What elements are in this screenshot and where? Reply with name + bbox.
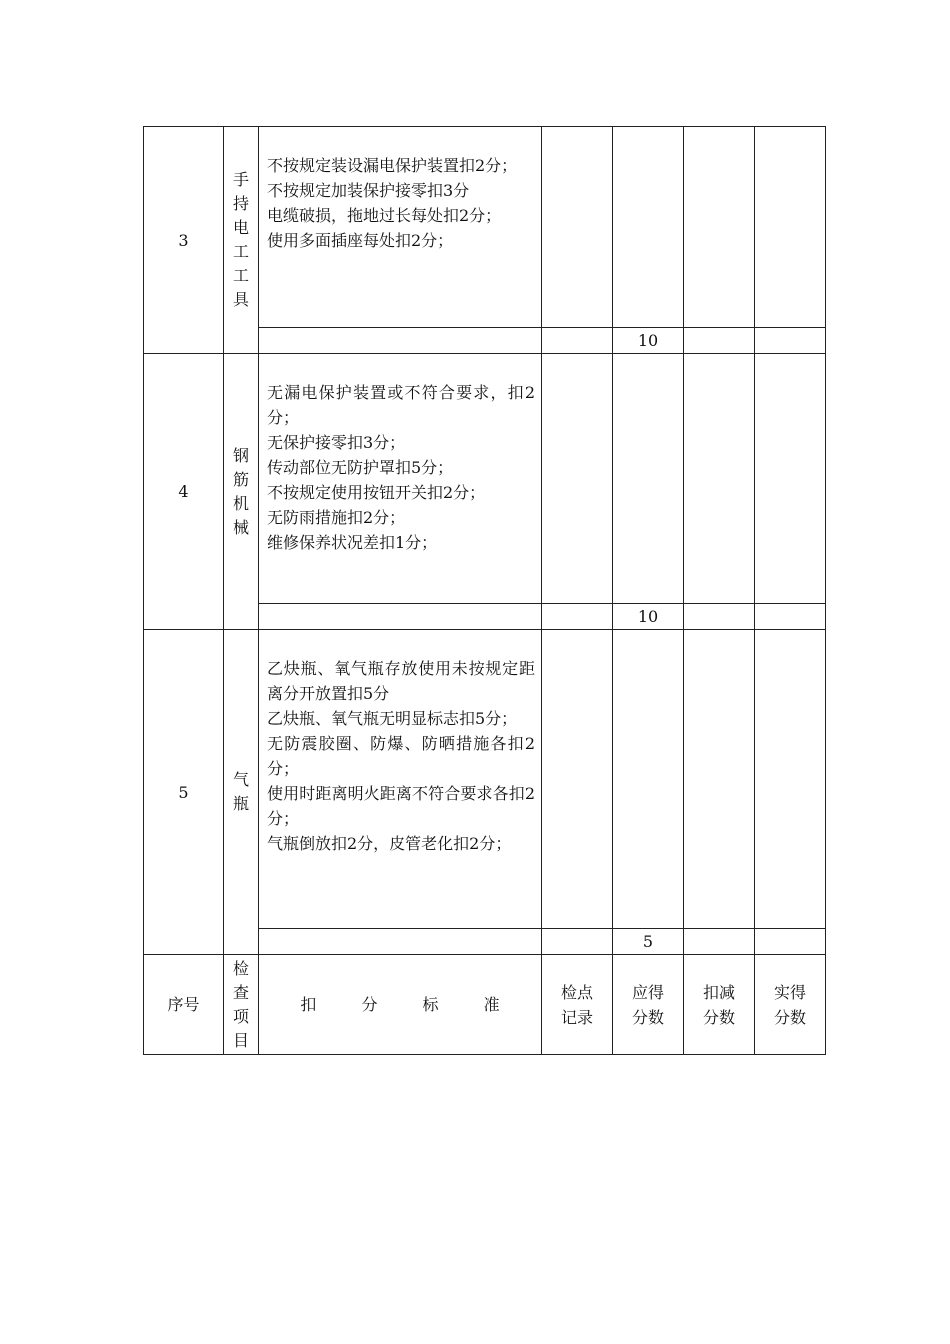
check-item-cell <box>224 630 259 955</box>
deduct-points-cell <box>684 354 755 604</box>
serial-number-cell: 5 <box>144 630 224 955</box>
criteria-line: 无漏电保护装置或不符合要求，扣2分； <box>267 383 535 427</box>
actual-points-cell <box>755 354 826 604</box>
criteria-cell <box>259 127 542 328</box>
record-cell <box>542 929 613 955</box>
inspection-score-table <box>143 126 826 1055</box>
criteria-line: 无防震胶圈、防爆、防晒措施各扣2分； <box>267 734 535 778</box>
header-record <box>542 955 613 1055</box>
record-cell <box>542 354 613 604</box>
deduct-points-cell <box>684 328 755 354</box>
header-deduct-line-2: 分数 <box>702 1007 735 1027</box>
check-item-label: 钢筋机械 <box>232 445 249 537</box>
header-actual-line-2: 分数 <box>773 1007 806 1027</box>
header-check-item <box>224 955 259 1055</box>
actual-points-cell <box>755 328 826 354</box>
criteria-blank-cell <box>259 604 542 630</box>
criteria-line: 不按规定加装保护接零扣3分 <box>267 181 470 200</box>
criteria-line: 气瓶倒放扣2分，皮管老化扣2分； <box>267 834 512 853</box>
criteria-blank-cell <box>259 328 542 354</box>
criteria-line: 无防雨措施扣2分； <box>267 508 406 527</box>
header-record-line-2: 记录 <box>560 1007 593 1027</box>
actual-points-cell <box>755 604 826 630</box>
header-record-line-1: 检点 <box>560 982 593 1002</box>
header-actual-points <box>755 955 826 1055</box>
due-points-cell <box>613 127 684 328</box>
criteria-cell <box>259 354 542 604</box>
due-points-value: 5 <box>613 929 684 955</box>
record-cell <box>542 630 613 929</box>
criteria-line: 使用多面插座每处扣2分； <box>267 231 454 250</box>
deduct-points-cell <box>684 929 755 955</box>
serial-number-cell: 4 <box>144 354 224 630</box>
actual-points-cell <box>755 127 826 328</box>
record-cell <box>542 127 613 328</box>
criteria-line: 不按规定使用按钮开关扣2分； <box>267 483 486 502</box>
header-actual-line-1: 实得 <box>773 982 806 1002</box>
criteria-line: 使用时距离明火距离不符合要求各扣2分； <box>267 784 535 828</box>
deduct-points-cell <box>684 127 755 328</box>
header-check-item-label: 检查项目 <box>232 958 249 1050</box>
criteria-line: 电缆破损，拖地过长每处扣2分； <box>267 206 502 225</box>
due-points-value: 10 <box>613 604 684 630</box>
criteria-line: 维修保养状况差扣1分； <box>267 533 438 552</box>
criteria-blank-cell <box>259 929 542 955</box>
criteria-line: 乙炔瓶、氧气瓶存放使用未按规定距离分开放置扣5分 <box>267 659 535 703</box>
header-deduct-points <box>684 955 755 1055</box>
actual-points-cell <box>755 630 826 929</box>
check-item-label: 手持电工工具 <box>232 170 249 309</box>
due-points-value: 10 <box>613 328 684 354</box>
header-deduct-line-1: 扣减 <box>702 982 735 1002</box>
table-row-section-3 <box>144 127 826 328</box>
header-criteria-label: 扣 分 标 准 <box>300 995 520 1014</box>
criteria-line: 传动部位无防护罩扣5分； <box>267 458 454 477</box>
check-item-label: 气瓶 <box>232 770 249 813</box>
check-item-cell <box>224 127 259 354</box>
serial-number-cell: 3 <box>144 127 224 354</box>
criteria-line: 乙炔瓶、氧气瓶无明显标志扣5分； <box>267 709 518 728</box>
header-criteria <box>259 955 542 1055</box>
header-due-line-1: 应得 <box>631 982 664 1002</box>
table-row-section-4 <box>144 354 826 604</box>
header-serial-number: 序号 <box>144 955 224 1055</box>
header-due-line-2: 分数 <box>631 1007 664 1027</box>
check-item-cell <box>224 354 259 630</box>
record-cell <box>542 604 613 630</box>
deduct-points-cell <box>684 630 755 929</box>
table-header-row <box>144 955 826 1055</box>
record-cell <box>542 328 613 354</box>
header-due-points <box>613 955 684 1055</box>
due-points-cell <box>613 354 684 604</box>
criteria-cell <box>259 630 542 929</box>
deduct-points-cell <box>684 604 755 630</box>
criteria-line: 不按规定装设漏电保护装置扣2分； <box>267 156 518 175</box>
actual-points-cell <box>755 929 826 955</box>
table-row-section-5 <box>144 630 826 929</box>
due-points-cell <box>613 630 684 929</box>
criteria-line: 无保护接零扣3分； <box>267 433 406 452</box>
